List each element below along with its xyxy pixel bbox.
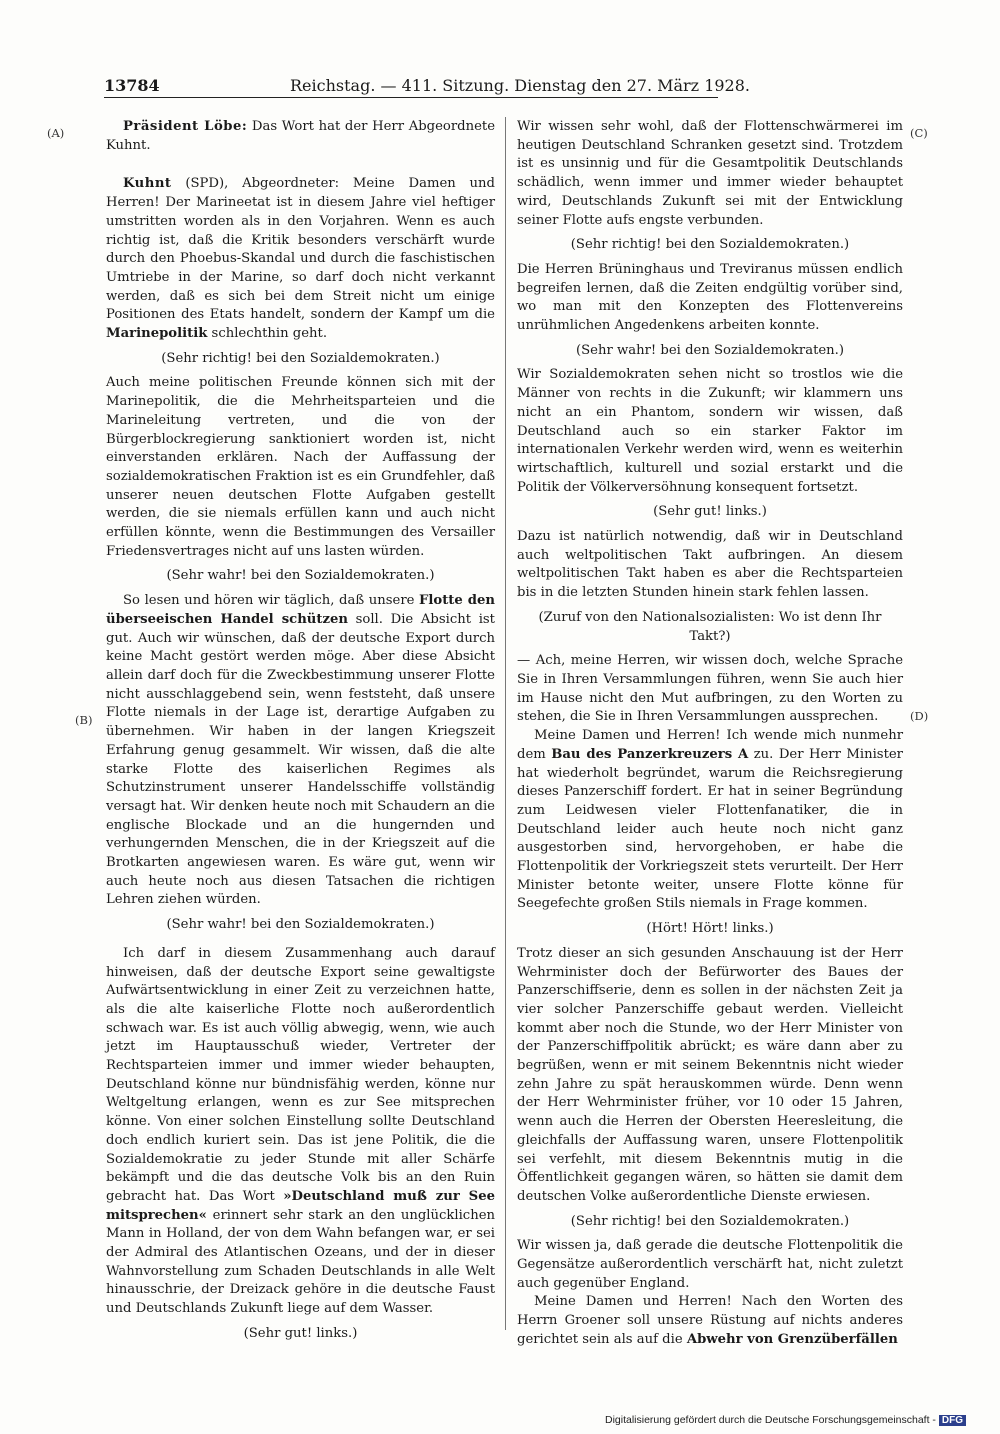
paragraph: Wir wissen sehr wohl, daß der Flottenschwärmerei im heutigen Deutschland Schranken gesetzt sind. Trotzdem ist es unsinnig und für die Gesamtpolitik Deutschlands schädlich, wenn immer und immer wieder behauptet wird, Deutschlands Zukunft sei mit der Entwicklung seiner Flotte aufs engste verbunden. [517, 119, 903, 228]
paragraph: Trotz dieser an sich gesunden Anschauung ist der Herr Wehrminister doch der Befürworter des Baues der Panzerschiffserie, denn es sollen in der nächsten Zeit ja vier solcher Panzerschiffe gebaut werden. Vielleicht kommt aber noch die Stunde, wo der Herr Minister von der Panzerschiffpolitik abrückt; es wäre dann aber zu begrüßen, wenn er mit seinem Bekenntnis nicht wieder zehn Jahre zu spät herauskommen würde. Denn wenn der Herr Wehrminister früher, vor 10 oder 15 Jahren, wenn auch die Herren der Obersten Heeresleitung, die gleichfalls der Auffassung waren, unsere Flottenpolitik sei verfehlt, mit diesem Bekenntnis mutig in die Öffentlichkeit gegangen wären, so hätten sie damit dem deutschen Volke außerordentliche Dienste erwiesen. [517, 945, 903, 1204]
emphasis-text: Flotte den überseeischen Handel schützen [106, 593, 495, 627]
margin-marker-c: (C) [910, 126, 928, 140]
paragraph: — Ach, meine Herren, wir wissen doch, welche Sprache Sie in Ihren Versammlungen führen, wenn Sie auch hier im Hause nicht den Mut aufbringen, zu den Worten zu stehen, die Sie in Ihren Versammlungen aussprechen. [517, 653, 903, 725]
column-divider [505, 117, 506, 1330]
interjection: (Sehr wahr! bei den Sozialdemokraten.) [166, 917, 435, 933]
speaker-name: Präsident Löbe: [123, 119, 248, 134]
credit-text: Digitalisierung gefördert durch die Deutsche Forschungsgemeinschaft - [605, 1414, 936, 1426]
paragraph-text: erinnert sehr stark an den unglücklichen Mann in Holland, der von dem Wahn befangen war, er sei der Admiral des Atlantischen Ozeans, und der in dieser Wahnvorstellung zum Schaden Deutschlands in alle Welt hinausschrie, der Dreizack gehöre in die deutsche Faust und Deutschlands Zukunft liege auf dem Wasser. [106, 1207, 495, 1317]
paragraph: Wir wissen ja, daß gerade die deutsche Flottenpolitik die Gegensätze außerordentlich verschärft hat, nicht zuletzt auch gegenüber England. [517, 1238, 903, 1291]
paragraph-text: schlechthin geht. [207, 326, 328, 342]
paragraph-text: Meine Damen und Herren! Nach den Worten des Herrn Groener soll unsere Rüstung auf nichts anderes gerichtet sein als auf die [517, 1294, 903, 1347]
emphasis-text: Bau des Panzerkreuzers A [551, 746, 749, 762]
emphasis-text: Marinepolitik [106, 326, 208, 342]
speaker-name: Kuhnt [123, 176, 172, 192]
paragraph-text: Meine Damen und Herren! Ich wende mich nunmehr dem [517, 728, 903, 762]
paragraph [517, 727, 903, 914]
interjection: (Sehr wahr! bei den Sozialdemokraten.) [166, 568, 435, 584]
paragraph-text: soll. Die Absicht ist gut. Auch wir wünschen, daß der deutsche Export durch keine Macht gestört werden möge. Aber diese Absicht allein darf doch für die Zweckbestimmung unserer Flotte nicht ausschlaggebend sein, wenn feststeht, daß unsere Flotte niemals in der Lage ist, derartige Aufgaben zu übernehmen. Wir haben in der langen Kriegszeit Erfahrung genug gesammelt. Wir wissen, daß die alte starke Flotte des kaiserlichen Regimes als Schutzinstrument unserer Handelsschiffe vollständig versagt hat. Wir denken heute noch mit Schaudern an die englische Blockade und an die hungernden und verhungernden Menschen, die in der Kriegszeit auf die Brotkarten angewiesen waren. Es wäre gut, wenn wir auch heute noch aus diesen Tatsachen die richtigen Lehren ziehen würden. [106, 611, 495, 908]
running-title: Reichstag. — 411. Sitzung. Dienstag den 27. März 1928. [290, 76, 750, 95]
interjection: (Sehr richtig! bei den Sozialdemokraten.) [570, 237, 850, 253]
paragraph-text: So lesen und hören wir täglich, daß unsere [123, 593, 420, 609]
paragraph [106, 945, 495, 1319]
paragraph: Die Herren Brüninghaus und Treviranus müssen endlich begreifen lernen, daß die Zeiten endgültig vorüber sind, wo man mit den Konzepten des Flottenvereins unrühmlichen Angedenkens arbeiten konnte. [517, 261, 903, 334]
paragraph-text: (SPD), Abgeordneter: Meine Damen und Herren! Der Marineetat ist in diesem Jahre viel heftiger umstritten worden als in den Vorjahren. Wenn es auch richtig ist, daß die Kritik besonders verschärft wurde durch den Phoebus-Skandal und durch die faschistischen Umtriebe in der Marine, so darf doch nicht verkannt werden, daß es sich bei dem Streit nicht um einige Positionen des Etats handelt, sondern der Kampf um die [106, 176, 495, 323]
page-number: 13784 [104, 76, 160, 95]
paragraph [106, 118, 495, 155]
paragraph: Dazu ist natürlich notwendig, daß wir in Deutschland auch weltpolitischen Takt aufbringen. An diesem weltpolitischen Takt haben es aber die Rechtsparteien bis in die letzten Stunden hinein stark fehlen lassen. [517, 529, 903, 601]
interjection: (Sehr wahr! bei den Sozialdemokraten.) [576, 342, 844, 358]
margin-marker-b: (B) [75, 713, 93, 727]
right-column [517, 118, 903, 1350]
interjection: (Sehr richtig! bei den Sozialdemokraten.) [161, 350, 440, 366]
interjection: (Sehr richtig! bei den Sozialdemokraten.) [570, 1213, 850, 1229]
margin-marker-a: (A) [47, 126, 65, 140]
interjection: (Zuruf von den Nationalsozialisten: Wo ist denn Ihr Takt?) [538, 609, 882, 644]
left-column [106, 118, 495, 1350]
paragraph [106, 175, 495, 343]
margin-marker-d: (D) [910, 709, 929, 723]
paragraph [517, 1293, 903, 1349]
paragraph-text: Das Wort hat der Herr Abgeordnete Kuhnt. [106, 119, 495, 153]
paragraph-text: Ich darf in diesem Zusammenhang auch darauf hinweisen, daß der deutsche Export seine gewaltigste Aufwärtsentwicklung in einer Zeit zu verzeichnen hatte, als die alte kaiserliche Flotte noch außerordentlich schwach war. Es ist auch völlig abwegig, wenn, wie auch jetzt im Hauptausschuß wieder, Vertreter der Rechtsparteien immer und immer wieder behaupten, Deutschland könne nur bündnisfähig werden, könne nur Weltgeltung erlangen, wenn es zur See mitsprechen könne. Von einer solchen Einstellung sollte Deutschland doch endlich kuriert sein. Das ist jene Politik, die die Sozialdemokratie zu jeder Stunde mit aller Schärfe bekämpft und die das deutsche Volk bis an den Ruin gebracht hat. Das Wort [106, 945, 495, 1204]
paragraph-text: zu. Der Herr Minister hat wiederholt begründet, warum die Reichsregierung dieses Panzerschiff fordert. Er hat in seiner Begründung zum Leidwesen vieler Flottenfanatiker, die in Deutschland leider auch heute noch nicht ganz ausgestorben sind, hervorgehoben, er habe die Flottenpolitik der Vorkriegszeit stets verurteilt. Der Herr Minister betonte weiter, unsere Flotte könne für Seegefechte großen Stils niemals in Frage kommen. [517, 746, 903, 912]
interjection: (Sehr gut! links.) [653, 504, 767, 520]
interjection: (Hört! Hört! links.) [646, 921, 774, 937]
paragraph: Wir Sozialdemokraten sehen nicht so trostlos wie die Männer von rechts in die Zukunft; wir klammern uns nicht an ein Phantom, sondern wir wissen, daß Deutschland auch so ein starker Faktor im internationalen Verkehr werden wird, wenn es weiterhin wirtschaftlich, kulturell und sozial erstarkt und die Politik der Völkerversöhnung konsequent fortsetzt. [517, 367, 903, 495]
digitization-credit [605, 1414, 966, 1426]
paragraph [106, 592, 495, 910]
paragraph: Auch meine politischen Freunde können sich mit der Marinepolitik, die die Mehrheitsparteien und die Marineleitung vertreten, und die von der Bürgerblockregierung sanktioniert worden ist, nicht einverstanden erklären. Nach der Auffassung der sozialdemokratischen Fraktion ist es ein Grundfehler, daß unserer neuen deutschen Flotte Aufgaben gestellt werden, die sie niemals erfüllen kann und auch nicht erfüllen könnte, wenn die Bestimmungen des Versailler Friedensvertrages nicht auf uns lasten würden. [106, 375, 495, 559]
emphasis-text: »Deutschland muß zur See mitsprechen« [106, 1188, 495, 1223]
interjection: (Sehr gut! links.) [243, 1325, 358, 1341]
emphasis-text: Abwehr von Grenzüberfällen [686, 1331, 898, 1347]
page-header [104, 76, 750, 98]
dfg-logo: DFG [939, 1415, 966, 1426]
